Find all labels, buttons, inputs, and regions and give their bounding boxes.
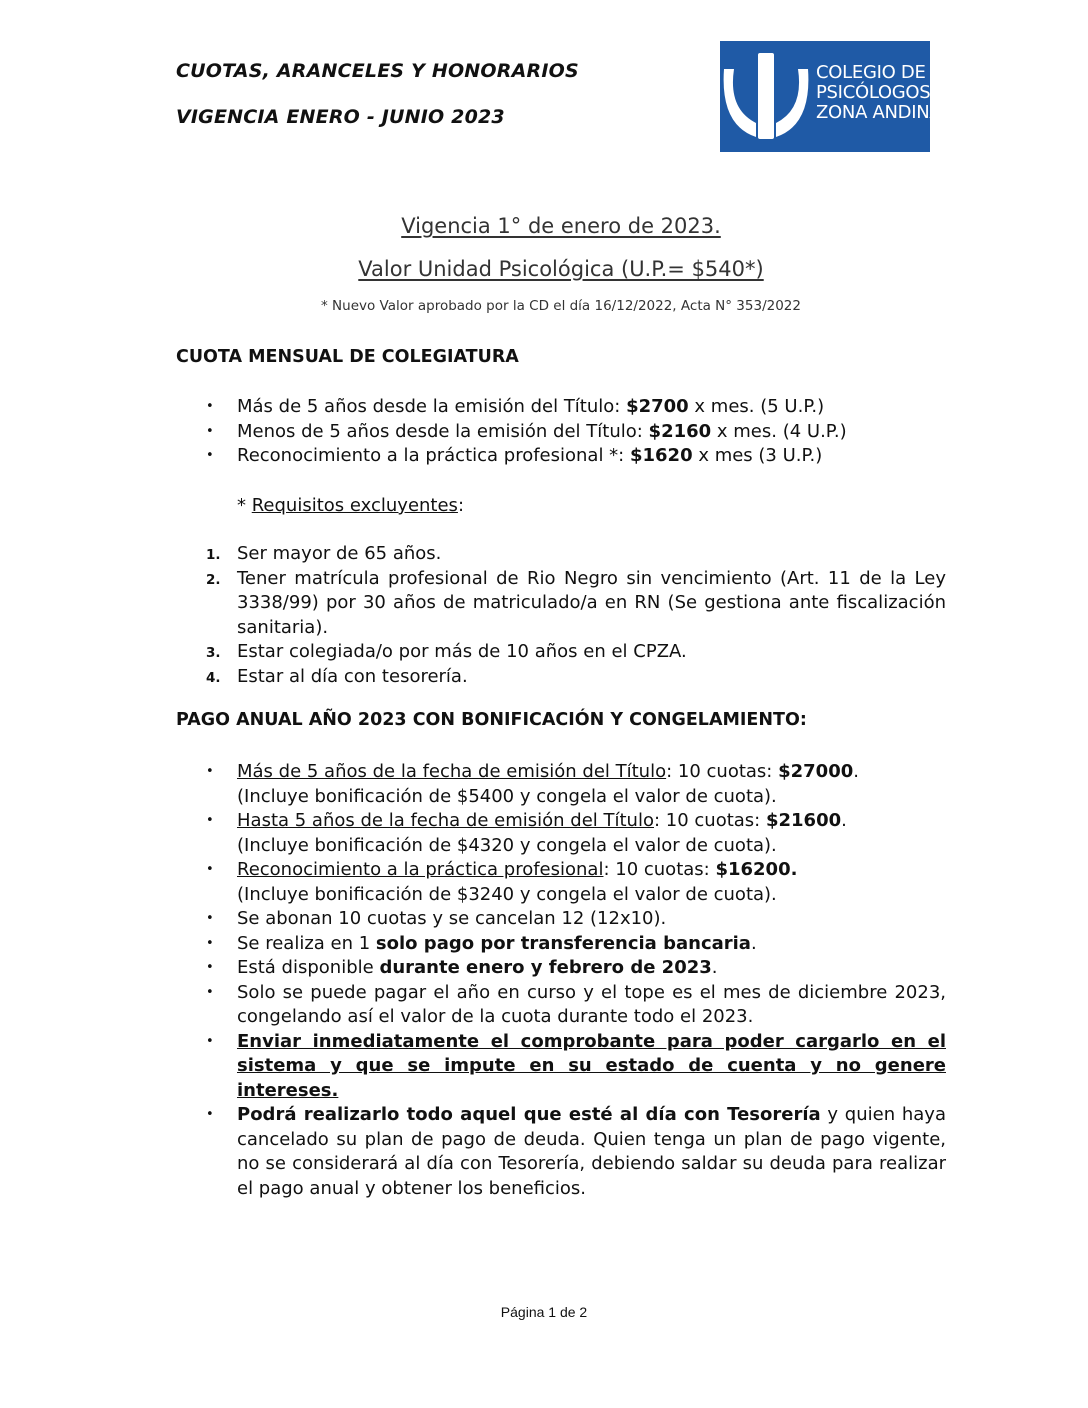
list-item — [237, 858, 946, 907]
list-item — [237, 809, 946, 858]
logo-text-line1: COLEGIO DE — [816, 62, 926, 83]
logo-text-line3: ZONA ANDINA — [816, 102, 942, 123]
colegio-logo — [720, 41, 942, 152]
logo-text-line2: PSICÓLOGOS — [816, 82, 931, 103]
item-label: Reconocimiento a la práctica profesional — [237, 859, 604, 880]
item-text: Más de 5 años desde la emisión del Título: — [237, 396, 627, 417]
item-text: . — [841, 810, 847, 831]
section-pago-anual-title: PAGO ANUAL AÑO 2023 CON BONIFICACIÓN Y CONGELAMIENTO: — [176, 710, 807, 730]
item-text: Menos de 5 años desde la emisión del Título: — [237, 420, 649, 442]
item-number: 1. — [206, 547, 221, 563]
item-text: . — [750, 932, 757, 954]
item-text: Reconocimiento a la práctica profesional *: — [237, 445, 630, 466]
list-item — [237, 760, 946, 809]
item-amount: $27000 — [778, 761, 854, 782]
item-number: 2. — [206, 571, 221, 588]
list-item — [237, 1103, 946, 1201]
valor-up-heading — [176, 257, 946, 281]
req-colon: : — [457, 495, 465, 516]
list-item — [206, 640, 946, 665]
item-text: x mes. (5 U.P.) — [688, 396, 825, 417]
item-note: (Incluye bonificación de $4320 y congela el valor de cuota). — [237, 834, 777, 856]
item-label: Más de 5 años de la fecha de emisión del Título — [237, 761, 667, 782]
item-text: Está disponible — [237, 957, 380, 978]
valor-up-text: Valor Unidad Psicológica (U.P.= $540*) — [358, 257, 764, 281]
item-note: (Incluye bonificación de $3240 y congela el valor de cuota). — [237, 883, 777, 905]
requisitos-label — [237, 494, 464, 519]
item-bold-text: durante enero y febrero de 2023 — [379, 957, 712, 978]
item-bold-text: solo pago por transferencia bancaria — [375, 932, 751, 954]
item-number: 3. — [206, 645, 221, 661]
item-amount: $2700 — [626, 396, 689, 417]
item-bold-text: Podrá realizarlo todo aquel que esté al día con Tesorería — [237, 1104, 821, 1125]
cuota-mensual-list — [237, 395, 946, 469]
item-text: : 10 cuotas: — [603, 859, 716, 880]
item-text: Estar al día con tesorería. — [237, 665, 468, 687]
item-note: (Incluye bonificación de $5400 y congela el valor de cuota). — [237, 785, 777, 807]
item-text: x mes (3 U.P.) — [692, 445, 823, 466]
list-item — [237, 956, 946, 981]
item-amount: $16200. — [715, 859, 798, 880]
list-item — [237, 1030, 946, 1104]
item-text: Se abonan 10 cuotas y se cancelan 12 (12x10). — [237, 908, 667, 929]
header-title: CUOTAS, ARANCELES Y HONORARIOS — [176, 60, 579, 82]
header-validity: VIGENCIA ENERO - JUNIO 2023 — [176, 106, 505, 128]
item-text: Solo se puede pagar el año en curso y el tope es el mes de diciembre 2023, congelando así el valor de la cuota durante todo el 2023. — [237, 981, 946, 1027]
req-label: Requisitos excluyentes — [251, 495, 458, 516]
list-item — [237, 444, 946, 469]
item-text: : 10 cuotas: — [653, 810, 766, 831]
item-text: Se realiza en 1 — [237, 932, 376, 954]
item-text: . — [711, 957, 718, 978]
list-item — [237, 420, 946, 445]
item-text: . — [853, 761, 859, 782]
item-amount: $2160 — [648, 420, 712, 442]
item-text: x mes. (4 U.P.) — [711, 420, 847, 442]
item-text: : 10 cuotas: — [666, 761, 779, 782]
req-star: * — [237, 495, 252, 516]
page-number: Página 1 de 2 — [500, 1304, 588, 1320]
vigencia-text: Vigencia 1° de enero de 2023. — [401, 214, 721, 238]
list-item — [206, 567, 946, 641]
item-text: Tener matrícula profesional de Rio Negro sin vencimiento (Art. 11 de la Ley 3338/99) por 30 años de matriculado/a en RN (Se gestiona ante fiscalización sanitaria). — [237, 567, 946, 638]
pago-anual-list — [237, 760, 946, 1201]
list-item — [237, 981, 946, 1030]
item-amount: $1620 — [629, 445, 693, 466]
valor-note: * Nuevo Valor aprobado por la CD el día 16/12/2022, Acta N° 353/2022 — [321, 298, 801, 314]
psi-logo-icon — [720, 41, 816, 152]
list-item — [237, 395, 946, 420]
item-amount: $21600 — [765, 810, 842, 831]
item-bold-text: Enviar inmediatamente el comprobante para poder cargarlo en el sistema y que se impute en su estado de cuenta y no genere intereses. — [237, 1030, 946, 1101]
item-text: y quien haya cancelado su plan de pago de deuda. Quien tenga un plan de pago vigente, no se considerará al día con Tesorería, debiendo saldar su deuda para realizar el pago anual y obtener los beneficios. — [237, 1104, 946, 1199]
list-item — [206, 542, 946, 567]
list-item — [206, 665, 946, 690]
item-text: Ser mayor de 65 años. — [237, 543, 442, 564]
vigencia-heading — [176, 214, 946, 238]
requisitos-list — [206, 542, 946, 689]
item-label: Hasta 5 años de la fecha de emisión del Título — [237, 810, 654, 831]
item-number: 4. — [206, 669, 221, 686]
list-item — [237, 907, 946, 932]
list-item — [237, 932, 946, 957]
item-text: Estar colegiada/o por más de 10 años en el CPZA. — [237, 641, 687, 662]
section-cuota-mensual-title: CUOTA MENSUAL DE COLEGIATURA — [176, 347, 519, 367]
